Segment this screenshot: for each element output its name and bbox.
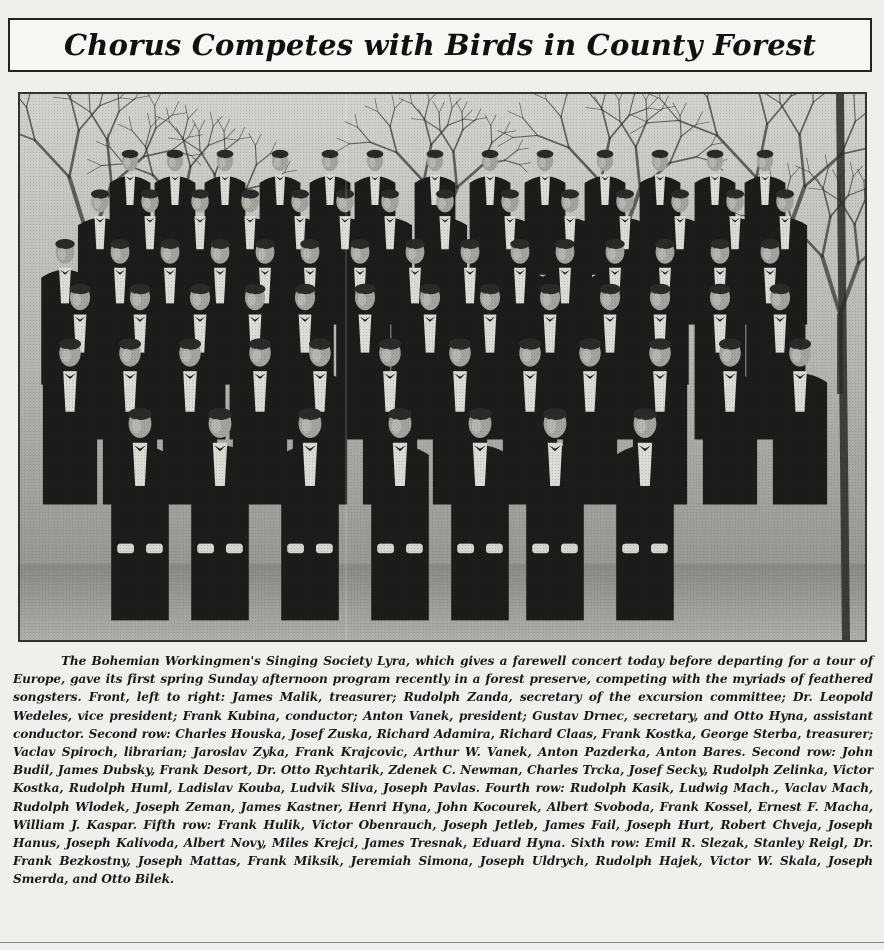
- headline-box: [8, 18, 872, 72]
- bleed-through-text-bottom: [0, 936, 884, 950]
- group-photograph: [18, 92, 867, 642]
- headline: Chorus Competes with Birds in County Forest: [64, 28, 816, 62]
- chorus-group-photo: [20, 94, 865, 640]
- photo-caption: The Bohemian Workingmen's Singing Society Lyra, which gives a farewell concert today before departing for a tour of Europe, gave its first spring Sunday afternoon program recently in a forest preserve, competing with the myriads of feathered songsters. Front, left to right: James Malik, treasurer; Rudolph Zanda, secretary of the excursion committee; Dr. Leopold Wedeles, vice president; Frank Kubina, conductor; Anton Vanek, president; Gustav Drnec, secretary, and Otto Hyna, assistant conductor. Second row: Charles Houska, Josef Zuska, Richard Adamira, Richard Claas, Frank Kostka, George Sterba, treasurer; Vaclav Spiroch, librarian; Jaroslav Zyka, Frank Krajcovic, Arthur W. Vanek, Anton Pazderka, Anton Bares. Second row: John Budil, James Dubsky, Frank Desort, Dr. Otto Rychtarik, Zdenek C. Newman, Charles Trcka, Josef Secky, Rudolph Zelinka, Victor Kostka, Rudolph Huml, Ladislav Kouba, Ludvik Sliva, Joseph Pavlas. Fourth row: Rudolph Kasik, Ludwig Mach., Vaclav Mach, Rudolph Wlodek, Joseph Zeman, James Kastner, Henri Hyna, John Kocourek, Albert Svoboda, Frank Kossel, Ernest F. Macha, William J. Kaspar. Fifth row: Frank Hulik, Victor Obenrauch, Joseph Jetleb, James Fail, Joseph Hurt, Robert Chveja, Joseph Hanus, Joseph Kalivoda, Albert Novy, Miles Krejci, James Tresnak, Eduard Hyna. Sixth row: Emil R. Slezak, Stanley Reigl, Dr. Frank Bezkostny, Joseph Mattas, Frank Miksik, Jeremiah Simona, Joseph Uldrych, Rudolph Hajek, Victor W. Skala, Joseph Smerda, and Otto Bilek.: [13, 654, 873, 887]
- halftone-screen: [20, 94, 865, 640]
